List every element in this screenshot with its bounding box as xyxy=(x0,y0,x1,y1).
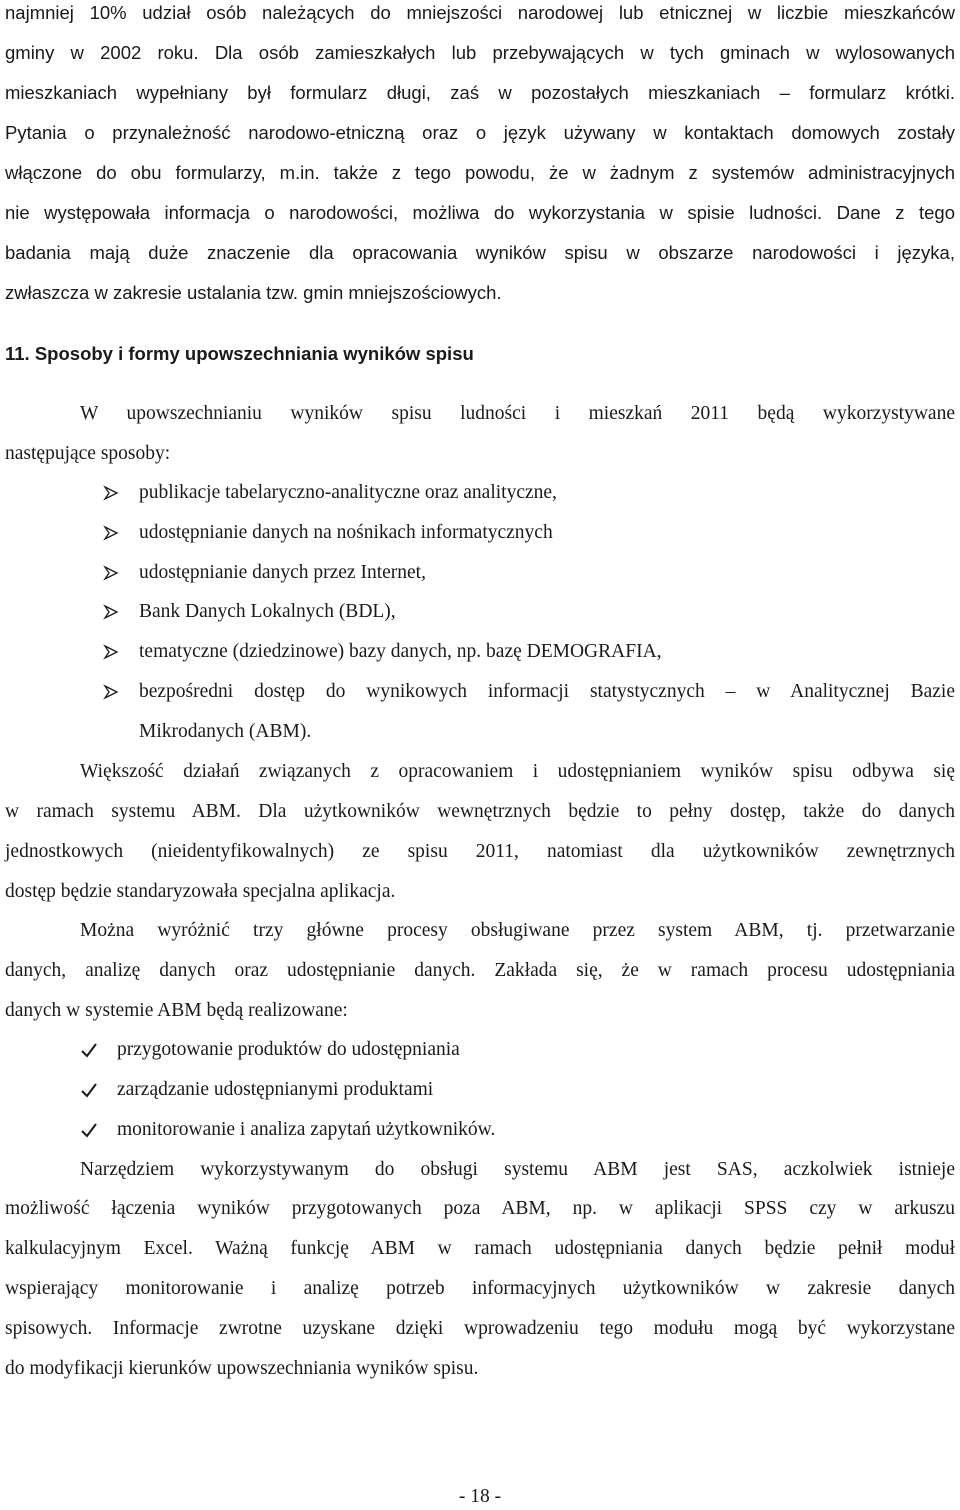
page-number: - 18 - xyxy=(458,1486,502,1507)
section-heading: 11. Sposoby i formy upowszechniania wyników spisu xyxy=(5,343,474,364)
paragraph-line: jednostkowych (nieidentyfikowalnych) ze spisu 2011, natomiast dla użytkowników zewnętrznych xyxy=(5,841,955,862)
paragraph-line: do modyfikacji kierunków upowszechniania wyników spisu. xyxy=(5,1358,479,1379)
paragraph-line: Narzędziem wykorzystywanym do obsługi systemu ABM jest SAS, aczkolwiek istnieje xyxy=(80,1159,955,1180)
paragraph-line: w ramach systemu ABM. Dla użytkowników wewnętrznych będzie to pełny dostęp, także do danych xyxy=(5,801,955,822)
arrowhead-bullet-icon xyxy=(100,520,122,546)
arrowhead-bullet-icon xyxy=(100,560,122,586)
paragraph-line: Większość działań związanych z opracowaniem i udostępnianiem wyników spisu odbywa się xyxy=(80,761,955,782)
list-item-text: przygotowanie produktów do udostępniania xyxy=(117,1039,460,1060)
paragraph-line: zwłaszcza w zakresie ustalania tzw. gmin mniejszościowych. xyxy=(5,282,502,303)
paragraph-line: włączone do obu formularzy, m.in. także z tego powodu, że w żadnym z systemów administracyjnych xyxy=(5,162,955,183)
paragraph-line: Pytania o przynależność narodowo-etniczną oraz o język używany w kontaktach domowych zostały xyxy=(5,122,955,143)
list-item-text: publikacje tabelaryczno-analityczne oraz analityczne, xyxy=(139,482,557,503)
arrowhead-bullet-icon xyxy=(100,639,122,665)
list-item-text: zarządzanie udostępnianymi produktami xyxy=(117,1079,434,1100)
list-item-text: monitorowanie i analiza zapytań użytkowników. xyxy=(117,1119,496,1140)
paragraph-line: spisowych. Informacje zwrotne uzyskane dzięki wprowadzeniu tego modułu mogą być wykorzystane xyxy=(5,1318,955,1339)
arrowhead-bullet-icon xyxy=(100,679,122,705)
paragraph-line: dostęp będzie standaryzowała specjalna aplikacja. xyxy=(5,881,396,902)
paragraph-line: kalkulacyjnym Excel. Ważną funkcję ABM w ramach udostępniania danych będzie pełnił moduł xyxy=(5,1238,955,1259)
list-item-text: udostępnianie danych przez Internet, xyxy=(139,562,426,583)
paragraph-line: W upowszechnianiu wyników spisu ludności i mieszkań 2011 będą wykorzystywane xyxy=(80,403,955,424)
list-item-text: Bank Danych Lokalnych (BDL), xyxy=(139,601,396,622)
paragraph-line: mieszkaniach wypełniany był formularz długi, zaś w pozostałych mieszkaniach – formularz krótki. xyxy=(5,82,955,103)
paragraph-line: Można wyróżnić trzy główne procesy obsługiwane przez system ABM, tj. przetwarzanie xyxy=(80,920,955,941)
paragraph-line: najmniej 10% udział osób należących do mniejszości narodowej lub etnicznej w liczbie mieszkańców xyxy=(5,2,955,23)
arrowhead-bullet-icon xyxy=(100,599,122,625)
checkmark-bullet-icon xyxy=(78,1037,100,1063)
list-item-text: Mikrodanych (ABM). xyxy=(139,721,312,742)
paragraph-line: następujące sposoby: xyxy=(5,443,171,464)
list-item-text: udostępnianie danych na nośnikach informatycznych xyxy=(139,522,553,543)
paragraph-line: danych, analizę danych oraz udostępnianie danych. Zakłada się, że w ramach procesu udostępniania xyxy=(5,960,955,981)
list-item-text: bezpośredni dostęp do wynikowych informacji statystycznych – w Analitycznej Bazie xyxy=(139,681,955,702)
paragraph-line: gminy w 2002 roku. Dla osób zamieszkałych lub przebywających w tych gminach w wylosowanych xyxy=(5,42,955,63)
paragraph-line: nie występowała informacja o narodowości, możliwa do wykorzystania w spisie ludności. Dane z tego xyxy=(5,202,955,223)
paragraph-line: wspierający monitorowanie i analizę potrzeb informacyjnych użytkowników w zakresie danych xyxy=(5,1278,955,1299)
checkmark-bullet-icon xyxy=(78,1117,100,1143)
list-item-text: tematyczne (dziedzinowe) bazy danych, np. bazę DEMOGRAFIA, xyxy=(139,641,662,662)
paragraph-line: możliwość łączenia wyników przygotowanych poza ABM, np. w aplikacji SPSS czy w arkuszu xyxy=(5,1198,955,1219)
paragraph-line: danych w systemie ABM będą realizowane: xyxy=(5,1000,348,1021)
arrowhead-bullet-icon xyxy=(100,480,122,506)
checkmark-bullet-icon xyxy=(78,1077,100,1103)
paragraph-line: badania mają duże znaczenie dla opracowania wyników spisu w obszarze narodowości i języka, xyxy=(5,242,955,263)
